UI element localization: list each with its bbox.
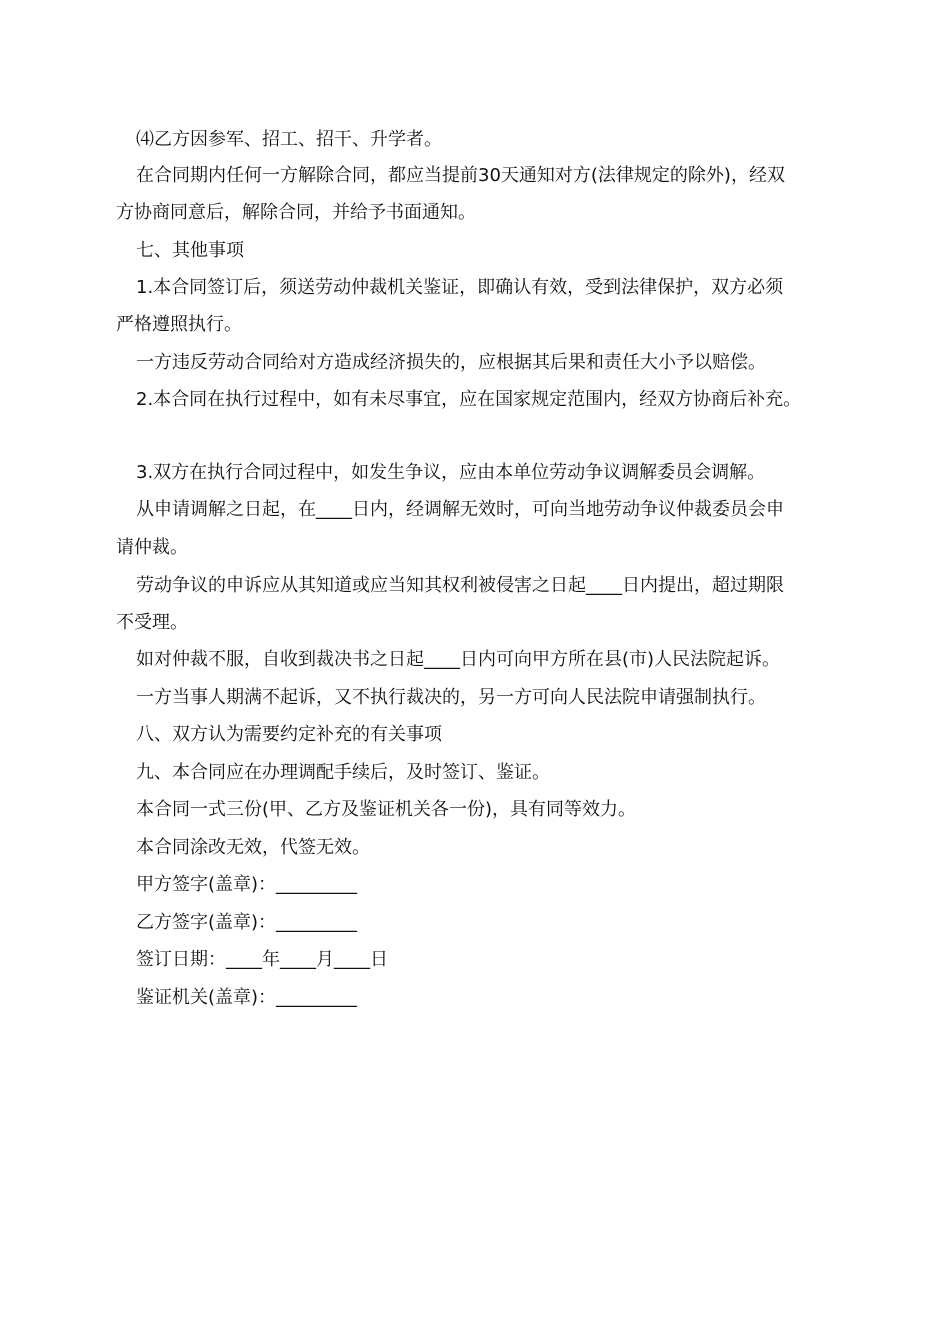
clause-line: 不受理。: [116, 612, 188, 633]
clause-line: 2.本合同在执行过程中，如有未尽事宜，应在国家规定范围内，经双方协商后补充。: [136, 389, 802, 410]
clause-line: 方协商同意后，解除合同，并给予书面通知。: [116, 202, 476, 223]
section-heading: 八、双方认为需要约定补充的有关事项: [136, 724, 442, 745]
section-heading: 九、本合同应在办理调配手续后，及时签订、鉴证。: [136, 762, 550, 783]
clause-line: 1.本合同签订后，须送劳动仲裁机关鉴证，即确认有效，受到法律保护，双方必须: [136, 277, 784, 298]
clause-line: 本合同一式三份(甲、乙方及鉴证机关各一份)，具有同等效力。: [136, 799, 637, 820]
clause-line: 劳动争议的申诉应从其知道或应当知其权利被侵害之日起____日内提出，超过期限: [136, 575, 784, 596]
party-a-signature-line: 甲方签字(盖章)：_________: [136, 874, 358, 895]
party-b-signature-line: 乙方签字(盖章)：_________: [136, 912, 358, 933]
clause-line: 在合同期内任何一方解除合同，都应当提前30天通知对方(法律规定的除外)，经双: [136, 165, 785, 186]
clause-line: 一方当事人期满不起诉，又不执行裁决的，另一方可向人民法院申请强制执行。: [136, 687, 766, 708]
section-heading: 七、其他事项: [136, 240, 244, 261]
clause-line: 从申请调解之日起，在____日内，经调解无效时，可向当地劳动争议仲裁委员会申: [136, 499, 784, 520]
clause-line: 严格遵照执行。: [116, 314, 242, 335]
clause-line: 如对仲裁不服，自收到裁决书之日起____日内可向甲方所在县(市)人民法院起诉。: [136, 649, 781, 670]
clause-line: 本合同涂改无效，代签无效。: [136, 837, 370, 858]
sign-date-line: 签订日期：____年____月____日: [136, 949, 388, 970]
clause-line: 请仲裁。: [116, 537, 188, 558]
certifier-signature-line: 鉴证机关(盖章)：_________: [136, 987, 358, 1008]
clause-line: ⑷乙方因参军、招工、招干、升学者。: [136, 129, 442, 150]
clause-line: 3.双方在执行合同过程中，如发生争议，应由本单位劳动争议调解委员会调解。: [136, 462, 766, 483]
clause-line: 一方违反劳动合同给对方造成经济损失的，应根据其后果和责任大小予以赔偿。: [136, 352, 766, 373]
